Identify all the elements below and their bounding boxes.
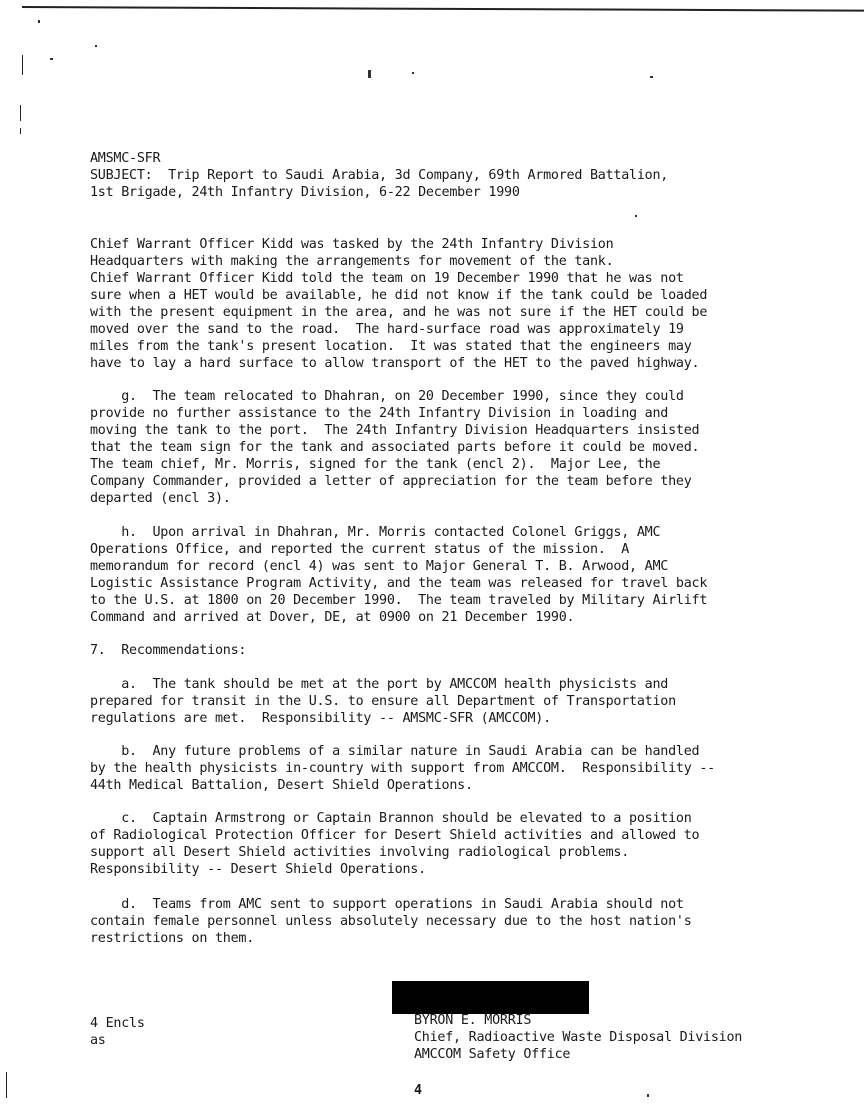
- text-line: Logistic Assistance Program Activity, and the team was released for travel back: [90, 576, 708, 591]
- signer-title: Chief, Radioactive Waste Disposal Division: [414, 1030, 743, 1045]
- text-line: miles from the tank's present location. It was stated that the engineers may: [90, 339, 692, 354]
- scan-mark: [20, 128, 21, 134]
- office-symbol: AMSMC-SFR: [90, 151, 161, 166]
- text-line: contain female personnel unless absolutely necessary due to the host nation's: [90, 914, 692, 929]
- text-line: by the health physicists in-country with support from AMCCOM. Responsibility --: [90, 761, 715, 776]
- scan-speck: [50, 58, 53, 60]
- text-line: The team chief, Mr. Morris, signed for the tank (encl 2). Major Lee, the: [90, 457, 661, 472]
- text-line: 7. Recommendations:: [90, 643, 247, 658]
- text-line: Operations Office, and reported the current status of the mission. A: [90, 542, 630, 557]
- scan-mark: [20, 105, 21, 121]
- text-line: a. The tank should be met at the port by AMCCOM health physicists and: [90, 677, 669, 692]
- scan-mark: [6, 1072, 7, 1098]
- text-line: to the U.S. at 1800 on 20 December 1990. The team traveled by Military Airlift: [90, 593, 708, 608]
- text-line: 44th Medical Battalion, Desert Shield Operations.: [90, 778, 473, 793]
- subject-line: 1st Brigade, 24th Infantry Division, 6-22 December 1990: [90, 185, 520, 200]
- text-line: moved over the sand to the road. The hard-surface road was approximately 19: [90, 322, 684, 337]
- text-line: Company Commander, provided a letter of appreciation for the team before they: [90, 474, 692, 489]
- text-line: of Radiological Protection Officer for Desert Shield activities and allowed to: [90, 828, 700, 843]
- text-line: regulations are met. Responsibility -- AMSMC-SFR (AMCCOM).: [90, 711, 551, 726]
- scan-speck: [647, 1094, 649, 1097]
- text-line: Chief Warrant Officer Kidd was tasked by the 24th Infantry Division: [90, 237, 614, 252]
- signature-redaction: [392, 981, 589, 1014]
- subject-line: SUBJECT: Trip Report to Saudi Arabia, 3d Company, 69th Armored Battalion,: [90, 168, 669, 183]
- enclosure-count: 4 Encls: [90, 1016, 145, 1031]
- text-line: provide no further assistance to the 24th Infantry Division in loading and: [90, 406, 669, 421]
- enclosure-note: as: [90, 1033, 106, 1048]
- text-line: sure when a HET would be available, he did not know if the tank could be loaded: [90, 288, 708, 303]
- scan-edge-line: [22, 6, 864, 12]
- text-line: have to lay a hard surface to allow transport of the HET to the paved highway.: [90, 356, 700, 371]
- signer-office: AMCCOM Safety Office: [414, 1047, 571, 1062]
- text-line: g. The team relocated to Dhahran, on 20 December 1990, since they could: [90, 389, 684, 404]
- text-line: Headquarters with making the arrangements for movement of the tank.: [90, 254, 614, 269]
- text-line: Responsibility -- Desert Shield Operations.: [90, 862, 426, 877]
- text-line: Command and arrived at Dover, DE, at 0900 on 21 December 1990.: [90, 610, 575, 625]
- text-line: Chief Warrant Officer Kidd told the team on 19 December 1990 that he was not: [90, 271, 684, 286]
- text-line: memorandum for record (encl 4) was sent to Major General T. B. Arwood, AMC: [90, 559, 669, 574]
- scan-mark: [22, 55, 23, 75]
- text-line: c. Captain Armstrong or Captain Brannon should be elevated to a position: [90, 811, 692, 826]
- scan-speck: [38, 20, 40, 23]
- text-line: restrictions on them.: [90, 931, 255, 946]
- text-line: b. Any future problems of a similar nature in Saudi Arabia can be handled: [90, 744, 700, 759]
- text-line: departed (encl 3).: [90, 491, 231, 506]
- text-line: d. Teams from AMC sent to support operations in Saudi Arabia should not: [90, 897, 684, 912]
- text-line: with the present equipment in the area, and he was not sure if the HET could be: [90, 305, 708, 320]
- text-line: moving the tank to the port. The 24th Infantry Division Headquarters insisted: [90, 423, 700, 438]
- scan-speck: [650, 76, 653, 78]
- scan-speck: [635, 215, 637, 217]
- scan-speck: [412, 72, 414, 74]
- text-line: h. Upon arrival in Dhahran, Mr. Morris contacted Colonel Griggs, AMC: [90, 525, 661, 540]
- signer-name: BYRON E. MORRIS: [414, 1013, 532, 1028]
- page-number: 4: [414, 1083, 422, 1098]
- text-line: prepared for transit in the U.S. to ensure all Department of Transportation: [90, 694, 676, 709]
- text-line: support all Desert Shield activities involving radiological problems.: [90, 845, 630, 860]
- text-line: that the team sign for the tank and associated parts before it could be moved.: [90, 440, 700, 455]
- scan-speck: [95, 45, 97, 47]
- scan-speck: [368, 70, 371, 78]
